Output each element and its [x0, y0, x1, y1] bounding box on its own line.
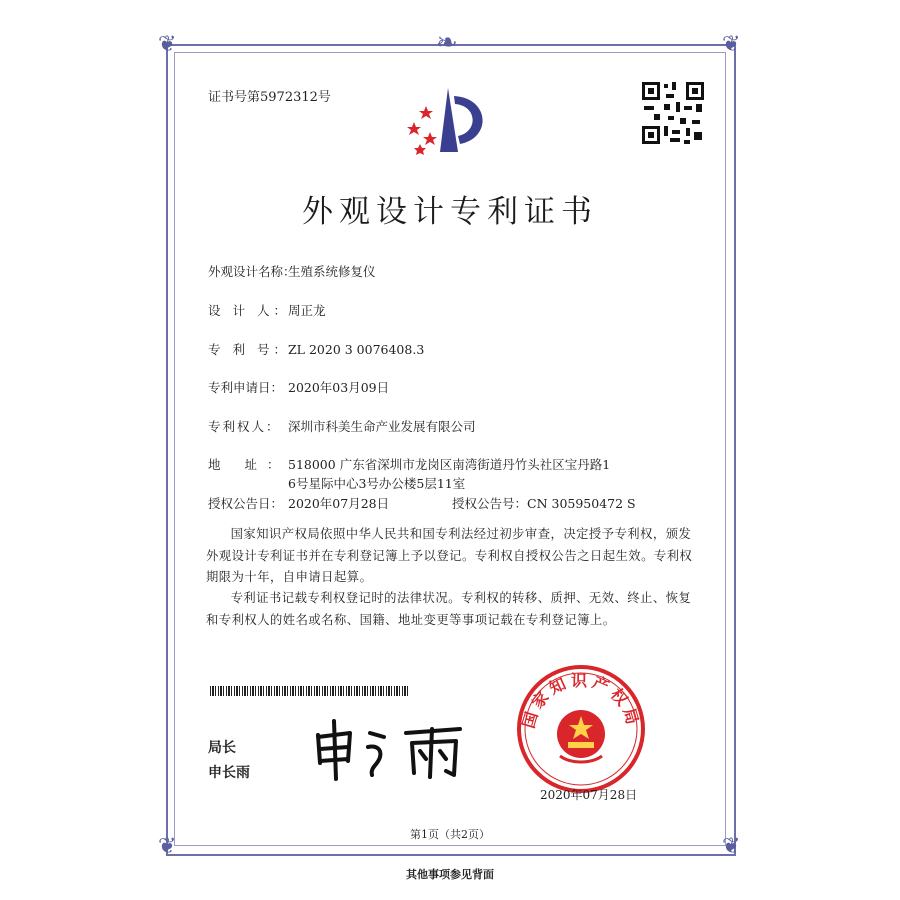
grant-date-row [208, 494, 389, 512]
corner-ornament-icon: ❦ [158, 32, 177, 57]
designer-value: 周正龙 [288, 303, 326, 318]
barcode-icon [210, 686, 408, 696]
filing-date-label: 专利申请日： [208, 380, 284, 395]
legal-status-paragraph: 专利证书记载专利权登记时的法律状况。专利权的转移、质押、无效、终止、恢复和专利权人的姓名或名称、国籍、地址变更等事项记载在专利登记簿上。 [206, 591, 692, 627]
seal-text: 国家知识产权局 [518, 671, 644, 731]
corner-ornament-icon: ❦ [722, 32, 741, 57]
address-row [208, 455, 610, 473]
designer-row [208, 301, 326, 319]
official-seal-icon [516, 664, 646, 794]
patent-number-value: ZL 2020 3 0076408.3 [288, 342, 425, 357]
design-name-row [208, 262, 376, 280]
director-name: 申长雨 [208, 765, 250, 781]
certificate-number: 证书号第5972312号 [208, 90, 331, 105]
seal-date: 2020年07月28日 [540, 788, 638, 802]
cnipa-logo-icon [400, 82, 496, 162]
address-label: 地 址： [208, 457, 290, 472]
grant-date-value: 2020年07月28日 [288, 496, 390, 511]
certificate-title: 外观设计专利证书 [302, 194, 598, 230]
qr-code-icon [640, 80, 706, 146]
director-signature-icon [310, 715, 480, 785]
patentee-label: 专利权人： [208, 419, 281, 434]
director-title: 局长 [208, 740, 236, 756]
address-line1: 518000 广东省深圳市龙岗区南湾街道丹竹头社区宝丹路1 [288, 457, 611, 472]
corner-ornament-icon: ❦ [722, 834, 741, 859]
footer-note: 其他事项参见背面 [406, 868, 494, 881]
top-ornament-icon: ❧ [436, 28, 458, 58]
grant-date-label: 授权公告日： [208, 496, 284, 511]
design-name-label: 外观设计名称： [208, 264, 296, 279]
grant-number-row [452, 494, 636, 512]
grant-number-value: CN 305950472 S [527, 496, 636, 511]
filing-date-row [208, 378, 389, 396]
patentee-value: 深圳市科美生命产业发展有限公司 [288, 419, 476, 434]
patentee-row [208, 417, 476, 435]
designer-label: 设 计 人： [208, 303, 290, 318]
legal-statement-paragraph: 国家知识产权局依照中华人民共和国专利法经过初步审查，决定授予专利权，颁发外观设计专利证书并在专利登记簿上予以登记。专利权自授权公告之日起生效。专利权期限为十年，自申请日起算。 [206, 527, 693, 584]
page-indicator: 第1页（共2页） [410, 828, 490, 841]
corner-ornament-icon: ❦ [158, 834, 177, 859]
patent-number-label: 专 利 号： [208, 342, 290, 357]
design-name-value: 生殖系统修复仪 [288, 264, 376, 279]
filing-date-value: 2020年03月09日 [288, 380, 390, 395]
address-line2: 6号星际中心3号办公楼5层11室 [288, 476, 466, 491]
patent-number-row [208, 340, 424, 358]
grant-number-label: 授权公告号： [452, 496, 528, 511]
